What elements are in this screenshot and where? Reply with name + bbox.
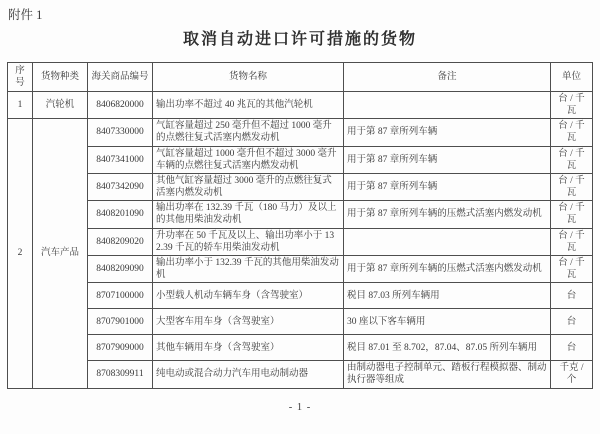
remark-cell: 用于第 87 章所列车辆的压燃式活塞内燃发动机	[344, 255, 551, 282]
remark-cell	[344, 228, 551, 255]
header-remark: 备注	[344, 63, 551, 92]
table-row	[8, 201, 593, 228]
unit-cell: 台	[551, 283, 593, 309]
goods-name-cell: 其他气缸容量超过 3000 毫升的点燃往复式活塞内燃发动机	[153, 173, 344, 200]
serial-cell: 1	[8, 92, 33, 119]
header-unit: 单位	[551, 63, 593, 92]
table-row	[8, 255, 593, 282]
header-category: 货物种类	[33, 63, 88, 92]
category-cell: 汽车产品	[33, 119, 88, 388]
table-row	[8, 335, 593, 361]
goods-name-cell: 纯电动或混合动力汽车用电动制动器	[153, 361, 344, 388]
unit-cell: 台	[551, 335, 593, 361]
table-header-row	[8, 63, 593, 92]
remark-cell	[344, 92, 551, 119]
unit-cell: 台 / 千瓦	[551, 92, 593, 119]
hs-code-cell: 8707100000	[88, 283, 153, 309]
header-serial: 序号	[8, 63, 33, 92]
serial-cell: 2	[8, 119, 33, 388]
unit-cell: 台 / 千瓦	[551, 173, 593, 200]
goods-name-cell: 输出功率小于 132.39 千瓦的其他用柴油发动机	[153, 255, 344, 282]
unit-cell: 台 / 千瓦	[551, 201, 593, 228]
table-row	[8, 119, 593, 146]
category-cell: 汽轮机	[33, 92, 88, 119]
goods-name-cell: 气缸容量超过 1000 毫升但不超过 3000 毫升车辆的点燃往复式活塞内燃发动机	[153, 146, 344, 173]
goods-name-cell: 小型载人机动车辆车身（含驾驶室）	[153, 283, 344, 309]
hs-code-cell: 8708309911	[88, 361, 153, 388]
table-row	[8, 92, 593, 119]
unit-cell: 台 / 千瓦	[551, 119, 593, 146]
table-row	[8, 173, 593, 200]
remark-cell: 用于第 87 章所列车辆	[344, 173, 551, 200]
remark-cell: 税目 87.03 所列车辆用	[344, 283, 551, 309]
goods-name-cell: 输出功率不超过 40 兆瓦的其他汽轮机	[153, 92, 344, 119]
remark-cell: 由制动器电子控制单元、踏板行程模拟器、制动执行器等组成	[344, 361, 551, 388]
page-number: - 1 -	[288, 401, 312, 413]
hs-code-cell: 8406820000	[88, 92, 153, 119]
goods-table	[7, 62, 593, 389]
table-row	[8, 361, 593, 388]
remark-cell: 30 座以下客车辆用	[344, 309, 551, 335]
table-row	[8, 283, 593, 309]
table-row	[8, 309, 593, 335]
unit-cell: 台 / 千瓦	[551, 228, 593, 255]
goods-name-cell: 升功率在 50 千瓦及以上、输出功率小于 132.39 千瓦的轿车用柴油发动机	[153, 228, 344, 255]
hs-code-cell: 8707909000	[88, 335, 153, 361]
goods-name-cell: 输出功率在 132.39 千瓦（180 马力）及以上的其他用柴油发动机	[153, 201, 344, 228]
unit-cell: 台 / 千瓦	[551, 146, 593, 173]
header-hs-code: 海关商品编号	[88, 63, 153, 92]
remark-cell: 用于第 87 章所列车辆	[344, 146, 551, 173]
table-row	[8, 146, 593, 173]
attachment-label: 附件 1	[8, 8, 43, 22]
goods-name-cell: 其他车辆用车身（含驾驶室）	[153, 335, 344, 361]
goods-name-cell: 大型客车用车身（含驾驶室）	[153, 309, 344, 335]
table-row	[8, 228, 593, 255]
hs-code-cell: 8407342090	[88, 173, 153, 200]
hs-code-cell: 8407341000	[88, 146, 153, 173]
goods-name-cell: 气缸容量超过 250 毫升但不超过 1000 毫升的点燃往复式活塞内燃发动机	[153, 119, 344, 146]
hs-code-cell: 8408201090	[88, 201, 153, 228]
header-goods-name: 货物名称	[153, 63, 344, 92]
hs-code-cell: 8408209090	[88, 255, 153, 282]
unit-cell: 千克 / 个	[551, 361, 593, 388]
hs-code-cell: 8707901000	[88, 309, 153, 335]
unit-cell: 台	[551, 309, 593, 335]
hs-code-cell: 8408209020	[88, 228, 153, 255]
remark-cell: 用于第 87 章所列车辆的压燃式活塞内燃发动机	[344, 201, 551, 228]
remark-cell: 税目 87.01 至 8.702，87.04、87.05 所列车辆用	[344, 335, 551, 361]
remark-cell: 用于第 87 章所列车辆	[344, 119, 551, 146]
hs-code-cell: 8407330000	[88, 119, 153, 146]
page-title: 取消自动进口许可措施的货物	[182, 31, 417, 48]
unit-cell: 台 / 千瓦	[551, 255, 593, 282]
